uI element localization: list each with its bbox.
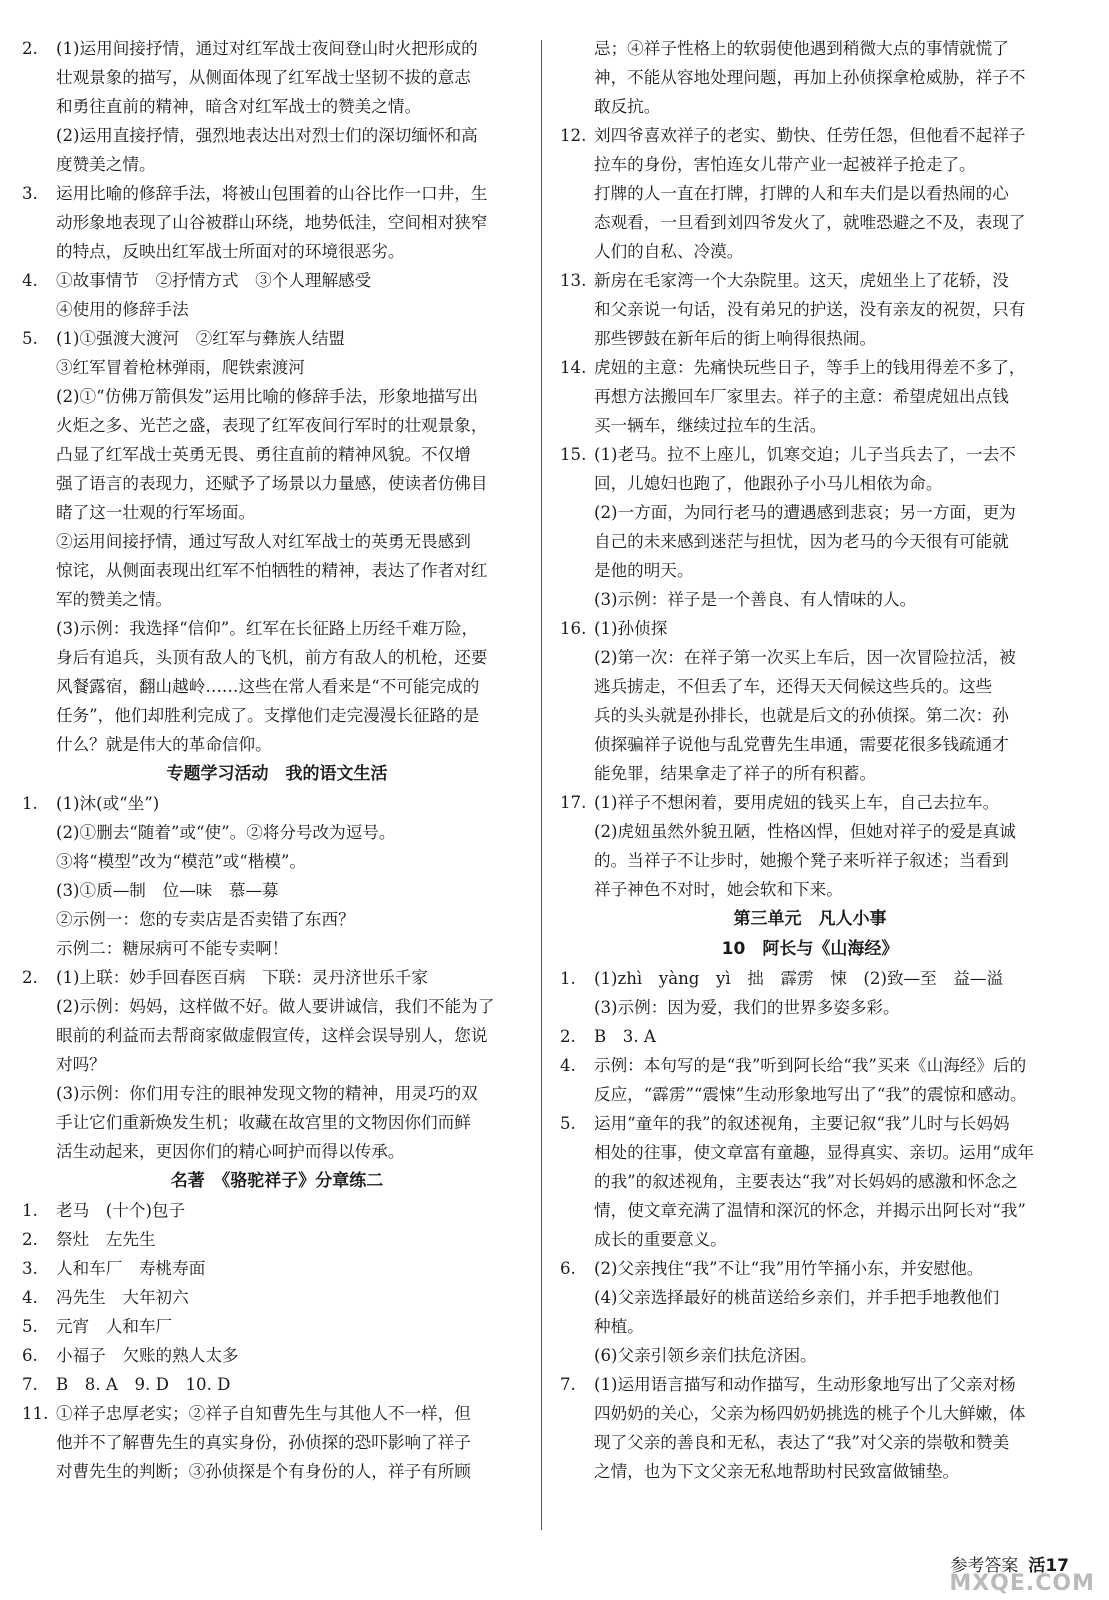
answer-item: [22, 179, 532, 266]
answer-line: 示例二：糖尿病可不能专卖啊！: [56, 939, 289, 958]
answer-line: (1)上联：妙手回春医百病 下联：灵丹济世乐千家: [56, 968, 428, 987]
answer-line: ②运用间接抒情，通过写敌人对红军战士的英勇无畏感到: [56, 532, 471, 551]
answer-line: 敢反抗。: [594, 97, 661, 116]
answer-line: (2)①“仿佛万箭俱发”运用比喻的修辞手法，形象地描写出: [56, 387, 479, 406]
answer-line: (2)运用直接抒情，强烈地表达出对烈士们的深切缅怀和高: [56, 126, 478, 145]
answer-line: ③红军冒着枪林弹雨，爬铁索渡河: [56, 358, 305, 377]
answer-item: [22, 1399, 532, 1486]
answer-item: [560, 440, 1060, 614]
item-number: 5.: [22, 329, 38, 348]
answer-line: (1)祥子不想闲着，要用虎妞的钱买上车，自己去拉车。: [594, 793, 1000, 812]
answer-line: (1)孙侦探: [594, 619, 668, 638]
answer-line: 反应，“霹雳”“震悚”生动形象地写出了“我”的震惊和感动。: [594, 1085, 1027, 1104]
answer-line: 侦探骗祥子说他与乱党曹先生串通，需要花很多钱疏通才: [594, 735, 1009, 754]
answer-item: [560, 1109, 1060, 1254]
answer-line: (3)示例：你们用专注的眼神发现文物的精神，用灵巧的双: [56, 1084, 478, 1103]
answer-line: (1)老马。拉不上座儿，饥寒交迫；儿子当兵去了，一去不: [594, 445, 1016, 464]
answer-line: (1)运用语言描写和动作描写，生动形象地写出了父亲对杨: [594, 1375, 1016, 1394]
answer-line: (1)运用间接抒情，通过对红军战士夜间登山时火把形成的: [56, 39, 478, 58]
item-number: 1.: [22, 794, 38, 813]
answer-line: 他并不了解曹先生的真实身份，孙侦探的恐吓影响了祥子: [56, 1433, 471, 1452]
answer-item: [560, 788, 1060, 904]
answer-line: 祭灶 左先生: [56, 1230, 156, 1249]
item-number: 4.: [22, 271, 38, 290]
answer-line: 新房在毛家湾一个大杂院里。这天，虎妞坐上了花轿，没: [594, 271, 1009, 290]
page-number: 活17: [1028, 1556, 1069, 1576]
answer-line: 老马 (十个)包子: [56, 1201, 186, 1220]
section-heading: 名著 《骆驼祥子》分章练二: [170, 1171, 384, 1191]
answer-line: (2)第一次：在祥子第一次买上车后，因一次冒险拉活，被: [594, 648, 1016, 667]
answer-line: 任务”，他们却胜利完成了。支撑他们走完漫漫长征路的是: [56, 706, 480, 725]
answer-line: 凸显了红军战士英勇无畏、勇往直前的精神风貌。不仅增: [56, 445, 471, 464]
answer-line: 运用比喻的修辞手法，将被山包围着的山谷比作一口井，生: [56, 184, 488, 203]
answer-line: (2)示例：妈妈，这样做不好。做人要讲诚信，我们不能为了: [56, 997, 495, 1016]
answer-line: ②示例一：您的专卖店是否卖错了东西？: [56, 910, 355, 929]
item-number: 2.: [560, 1027, 576, 1046]
answer-line: 打牌的人一直在打牌，打牌的人和车夫们是以看热闹的心: [594, 184, 1009, 203]
answer-item: [22, 1312, 532, 1341]
answer-line: 度赞美之情。: [56, 155, 156, 174]
answer-item: [560, 964, 1060, 1022]
answer-line: (1)沐(或“坐”): [56, 794, 160, 813]
item-number: 4.: [560, 1056, 576, 1075]
item-number: 17.: [560, 793, 587, 812]
section-heading: 专题学习活动 我的语文生活: [166, 764, 388, 784]
answer-line: (1)zhì yàng yì 拙 霹雳 悚 (2)致—至 益—溢: [594, 969, 1004, 988]
answer-item: [560, 266, 1060, 353]
answer-line: B 8. A 9. D 10. D: [56, 1375, 231, 1394]
answer-line: 惊诧，从侧面表现出红军不怕牺牲的精神，表达了作者对红: [56, 561, 488, 580]
watermark: MXQE.COM: [949, 1571, 1095, 1596]
answer-line: (3)①质—制 位—味 慕—募: [56, 881, 279, 900]
item-number: 2.: [22, 1230, 38, 1249]
answer-line: (1)①强渡大渡河 ②红军与彝族人结盟: [56, 329, 346, 348]
answer-line: 的我”的叙述视角，主要表达“我”对长妈妈的感激和怀念之: [594, 1172, 1018, 1191]
answer-line: 四奶奶的关心，父亲为杨四奶奶挑选的桃子个儿大鲜嫩，体: [594, 1404, 1026, 1423]
answer-line: 自己的未来感到迷茫与担忧，因为老马的今天很有可能就: [594, 532, 1009, 551]
left-column: [22, 34, 532, 1486]
item-number: 15.: [560, 445, 587, 464]
answer-line: 眼前的利益而去帮商家做虚假宣传，这样会误导别人，您说: [56, 1026, 488, 1045]
answer-line: 的。当祥子不让步时，她搬个凳子来听祥子叙述；当看到: [594, 851, 1009, 870]
answer-line: 手让它们重新焕发生机；收藏在故宫里的文物因你们而鲜: [56, 1113, 471, 1132]
answer-item: [22, 1225, 532, 1254]
answer-item: [22, 789, 532, 963]
answer-line: 虎妞的主意：先痛快玩些日子，等手上的钱用得差不多了，: [594, 358, 1026, 377]
answer-line: 拉车的身份，害怕连女儿带产业一起被祥子抢走了。: [594, 155, 976, 174]
answer-item: [22, 1283, 532, 1312]
answer-item: [560, 614, 1060, 788]
answer-line: 现了父亲的善良和无私，表达了“我”对父亲的崇敬和赞美: [594, 1433, 1010, 1452]
answer-line: 情，使文章充满了温情和深沉的怀念，并揭示出阿长对“我”: [594, 1201, 1026, 1220]
answer-item: [22, 1196, 532, 1225]
item-number: 4.: [22, 1288, 38, 1307]
answer-line: 对曹先生的判断；③孙侦探是个有身份的人，祥子有所顾: [56, 1462, 471, 1481]
answer-line: 态观看，一旦看到刘四爷发火了，就唯恐避之不及，表现了: [594, 213, 1026, 232]
answer-item: [560, 1022, 1060, 1051]
item-number: 12.: [560, 126, 587, 145]
answer-line: 兵的头头就是孙排长，也就是后文的孙侦探。第二次：孙: [594, 706, 1009, 725]
answer-item: [22, 1341, 532, 1370]
answer-item: [560, 1370, 1060, 1486]
answer-line: 逃兵掳走，不但丢了车，还得天天伺候这些兵的。这些: [594, 677, 993, 696]
answer-item: [22, 266, 532, 324]
answer-line: (4)父亲选择最好的桃苗送给乡亲们，并手把手地教他们: [594, 1288, 1000, 1307]
item-number: 6.: [22, 1346, 38, 1365]
section-heading: 第三单元 凡人小事: [733, 909, 887, 929]
answer-line: 能免罪，结果拿走了祥子的所有积蓄。: [594, 764, 877, 783]
answer-line: 和勇往直前的精神，暗含对红军战士的赞美之情。: [56, 97, 422, 116]
column-divider: [541, 40, 542, 1530]
answer-line: 之情，也为下文父亲无私地帮助村民致富做铺垫。: [594, 1462, 960, 1481]
answer-item: [560, 1254, 1060, 1370]
item-number: 11.: [22, 1404, 49, 1423]
answer-line: 壮观景象的描写，从侧面体现了红军战士坚韧不拔的意志: [56, 68, 471, 87]
answer-line: 买一辆车，继续过拉车的生活。: [594, 416, 827, 435]
section-heading: 10 阿长与《山海经》: [721, 939, 899, 959]
answer-line: 军的赞美之情。: [56, 590, 173, 609]
item-number: 7.: [560, 1375, 576, 1394]
answer-line: 人们的自私、冷漠。: [594, 242, 744, 261]
answer-line: 强了语言的表现力，还赋予了场景以力量感，使读者仿佛目: [56, 474, 488, 493]
answer-line: (3)示例：我选择“信仰”。红军在长征路上历经千难万险，: [56, 619, 479, 638]
right-column: [560, 34, 1060, 1486]
answer-line: (3)示例：因为爱，我们的世界多姿多彩。: [594, 998, 900, 1017]
answer-line: 人和车厂 寿桃寿面: [56, 1259, 206, 1278]
answer-line: 睹了这一壮观的行军场面。: [56, 503, 256, 522]
answer-line: ④使用的修辞手法: [56, 300, 189, 319]
answer-line: 身后有追兵，头顶有敌人的飞机，前方有敌人的机枪，还要: [56, 648, 488, 667]
answer-line: 对吗？: [56, 1055, 106, 1074]
answer-line: 小福子 欠账的熟人太多: [56, 1346, 239, 1365]
answer-item: [560, 1051, 1060, 1109]
item-number: 13.: [560, 271, 587, 290]
answer-line: 和父亲说一句话，没有弟兄的护送，没有亲友的祝贺，只有: [594, 300, 1026, 319]
answer-line: (2)一方面，为同行老马的遭遇感到悲哀；另一方面，更为: [594, 503, 1016, 522]
answer-item: [560, 34, 1060, 121]
item-number: 3.: [22, 184, 38, 203]
item-number: 7.: [22, 1375, 38, 1394]
answer-line: 是他的明天。: [594, 561, 694, 580]
answer-line: 什么？就是伟大的革命信仰。: [56, 735, 272, 754]
answer-line: 风餐露宿，翻山越岭……这些在常人看来是“不可能完成的: [56, 677, 480, 696]
answer-item: [560, 121, 1060, 266]
answer-item: [22, 34, 532, 179]
answer-line: (6)父亲引领乡亲们扶危济困。: [594, 1346, 817, 1365]
item-number: 14.: [560, 358, 587, 377]
answer-line: 刘四爷喜欢祥子的老实、勤快、任劳任怨，但他看不起祥子: [594, 126, 1026, 145]
answer-line: ①故事情节 ②抒情方式 ③个人理解感受: [56, 271, 372, 290]
item-number: 2.: [22, 39, 38, 58]
answer-line: 运用“童年的我”的叙述视角，主要记叙“我”儿时与长妈妈: [594, 1114, 1010, 1133]
answer-line: 成长的重要意义。: [594, 1230, 727, 1249]
item-number: 1.: [560, 969, 576, 988]
answer-line: 忌；④祥子性格上的软弱使他遇到稍微大点的事情就慌了: [594, 39, 1009, 58]
answer-line: (3)示例：祥子是一个善良、有人情味的人。: [594, 590, 917, 609]
answer-line: ③将“模型”改为“模范”或“楷模”。: [56, 852, 307, 871]
answer-item: [22, 1254, 532, 1283]
answer-line: 示例：本句写的是“我”听到阿长给“我”买来《山海经》后的: [594, 1056, 1027, 1075]
item-number: 6.: [560, 1259, 576, 1278]
answer-line: (2)父亲拽住“我”不让“我”用竹竿捅小东，并安慰他。: [594, 1259, 984, 1278]
answer-line: 冯先生 大年初六: [56, 1288, 189, 1307]
answer-line: ①祥子忠厚老实；②祥子自知曹先生与其他人不一样，但: [56, 1404, 471, 1423]
answer-line: 的特点，反映出红军战士所面对的环境很恶劣。: [56, 242, 405, 261]
answer-line: 回，儿媳妇也跑了，他跟孙子小马儿相依为命。: [594, 474, 943, 493]
answer-line: B 3. A: [594, 1027, 656, 1046]
answer-line: 活生动起来，更因你们的精心呵护而得以传承。: [56, 1142, 405, 1161]
answer-line: (2)虎妞虽然外貌丑陋，性格凶悍，但她对祥子的爱是真诚: [594, 822, 1016, 841]
item-number: 3.: [22, 1259, 38, 1278]
answer-item: [560, 353, 1060, 440]
item-number: 2.: [22, 968, 38, 987]
answer-item: [22, 324, 532, 759]
answer-line: 祥子神色不对时，她会软和下来。: [594, 880, 843, 899]
answer-item: [22, 963, 532, 1166]
answer-line: 元宵 人和车厂: [56, 1317, 173, 1336]
answer-line: 神，不能从容地处理问题，再加上孙侦探拿枪威胁，祥子不: [594, 68, 1026, 87]
answer-line: 动形象地表现了山谷被群山环绕，地势低洼，空间相对狭窄: [56, 213, 488, 232]
answer-line: 相处的往事，使文章富有童趣，显得真实、亲切。运用“成年: [594, 1143, 1034, 1162]
item-number: 16.: [560, 619, 587, 638]
item-number: 5.: [560, 1114, 576, 1133]
answer-line: 种植。: [594, 1317, 644, 1336]
answer-line: 那些锣鼓在新年后的街上响得很热闹。: [594, 329, 877, 348]
answer-item: [22, 1370, 532, 1399]
answer-line: 火炬之多、光芒之盛，表现了红军夜间行军时的壮观景象，: [56, 416, 488, 435]
footer-label: 参考答案: [950, 1556, 1019, 1576]
item-number: 5.: [22, 1317, 38, 1336]
answer-line: 再想方法搬回车厂家里去。祥子的主意：希望虎妞出点钱: [594, 387, 1009, 406]
answer-line: (2)①删去“随着”或“使”。②将分号改为逗号。: [56, 823, 396, 842]
item-number: 1.: [22, 1201, 38, 1220]
